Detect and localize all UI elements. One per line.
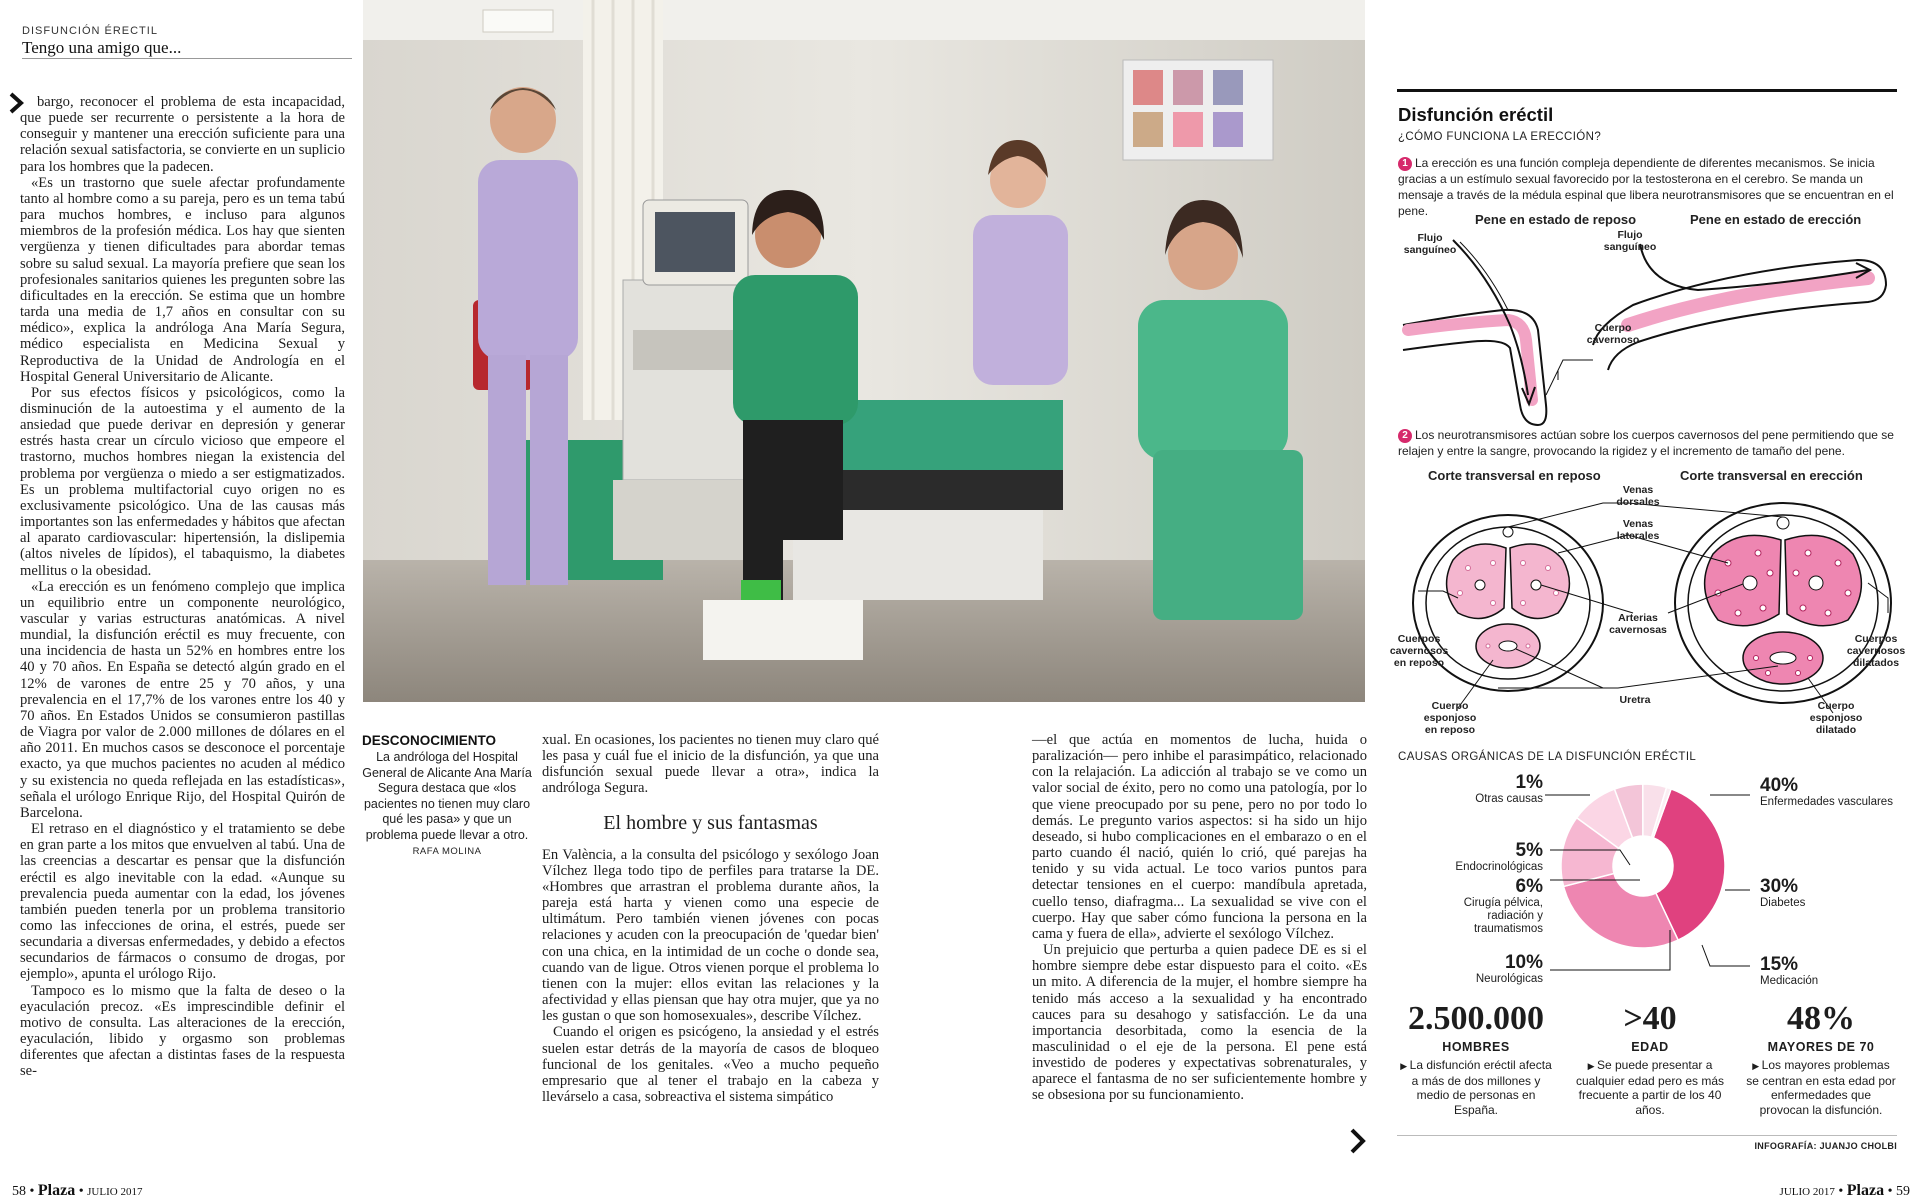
paragraph: Un prejuicio que perturba a quien padece DE es si el hombre siempre debe estar dispuesto para el coito. «Es un mito. A diferencia de la mujer, el hombre siempre ha tenido más acceso a la sexualidad y ha encontrado cauces para su desahogo y satisfacción. Le da una importancia desorbitada, como la esencia de la masculinidad o el eje de la persona. El pene está investido de poderes y expectativas sobrenaturales, y aparece el fantasma de no ser suficientemente hombre y se obsesiona por su funcionamiento. bbox=[1032, 942, 1367, 1104]
stat-desc: ▶ Se puede presentar a cualquier edad pero es más frecuente a partir de los 40 años. bbox=[1575, 1058, 1725, 1117]
label-otras: 1% Otras causas bbox=[1475, 772, 1543, 805]
esponjoso-reposo-label: Cuerpo esponjoso en reposo bbox=[1423, 700, 1477, 736]
stat-hombres bbox=[1396, 1000, 1556, 1117]
label-medicacion: 15% Medicación bbox=[1760, 954, 1819, 987]
article-column-2 bbox=[542, 732, 879, 1105]
date-right: JULIO 2017 bbox=[1779, 1186, 1835, 1198]
paragraph: xual. En ocasiones, los pacientes no tienen muy claro qué les pasa y cuál fue el inicio de la disfunción, ya que una disfunción sexual puede llevar a otra», indica la andróloga Segura. bbox=[542, 732, 879, 797]
paragraph: —el que actúa en momentos de lucha, huida o paralización— pero inhibe el parasimpático, relacionado con la relajación. La adicción al trabajo se ve como un valor social de éxito, pero no como una patología, por lo que viene preocupado por su pene, pero no por todo lo demás. Le pregunto varios aspectos: si ha sido un hijo deseado, si hubo complicaciones en el embarazo o en el parto cuando él nació, quién lo crió, qué parejas ha tenido y su vida actual. Le toco varios puntos para detectar tensiones en el cuerpo: mandíbula apretada, cuello tenso, diafragma... La sexualidad se vive con el cuerpo. Hay que saber cómo funciona la persona en la cama y fuera de ella», advierte el sexólogo Vílchez. bbox=[1032, 732, 1367, 942]
footer-right: JULIO 2017 • Plaza • 59 bbox=[1779, 1182, 1910, 1199]
footer-left: 58 • Plaza • JULIO 2017 bbox=[12, 1182, 143, 1199]
step-number: 2 bbox=[1398, 429, 1412, 443]
stat-caption: EDAD bbox=[1631, 1040, 1669, 1054]
caption-credit: RAFA MOLINA bbox=[412, 846, 482, 857]
causes-title: CAUSAS ORGÁNICAS DE LA DISFUNCIÓN ERÉCTIL bbox=[1398, 751, 1697, 763]
credit-rule bbox=[1397, 1135, 1897, 1136]
corte-ereccion-title: Corte transversal en erección bbox=[1680, 468, 1863, 483]
stat-caption: HOMBRES bbox=[1442, 1040, 1510, 1054]
cross-section-erection bbox=[1675, 503, 1891, 703]
paragraph: bargo, reconocer el problema de esta incapacidad, que puede ser recurrente o persistente a la hora de conseguir y mantener una erección suficiente para una relación sexual satisfactoria, se convierte en un suplicio para los hombres que la padecen. bbox=[20, 94, 345, 175]
caption-text: La andróloga del Hospital General de Alicante Ana María Segura destaca que «los pacientes no tienen muy claro qué les pasa» y que un problema puede llevar a otro. bbox=[362, 750, 532, 842]
clinic-photo bbox=[363, 0, 1365, 702]
date-left: JULIO 2017 bbox=[87, 1186, 143, 1198]
header-rule bbox=[22, 58, 352, 59]
step-text: Los neurotransmisores actúan sobre los cuerpos cavernosos del pene permitiendo que se relajen y entre la sangre, provocando la rigidez y el incremento de tamaño del pene. bbox=[1398, 428, 1894, 458]
paragraph: Cuando el origen es psicógeno, la ansiedad y el estrés suelen estar detrás de la mayoría de casos de bloqueo funcional de los genitales. «Veo a mucho pequeño empresario que al tener el trabajo en la cabeza y llevárselo a casa, sobreactiva el sistema simpático bbox=[542, 1024, 879, 1105]
photo-caption bbox=[362, 750, 532, 860]
label-neurologicas: 10% Neurológicas bbox=[1475, 952, 1543, 985]
label-endocrinologicas: 5% Endocrinológicas bbox=[1455, 840, 1543, 873]
stat-caption: MAYORES DE 70 bbox=[1767, 1040, 1875, 1054]
cuerpos-reposo-label: Cuerpos cavernosos en reposo bbox=[1389, 633, 1449, 669]
chevron-right-icon bbox=[1349, 1128, 1367, 1154]
label-diabetes: 30% Diabetes bbox=[1760, 876, 1806, 909]
diagram-rest-title: Pene en estado de reposo bbox=[1475, 212, 1637, 227]
brand-left: Plaza bbox=[37, 1182, 76, 1199]
paragraph: «La erección es un fenómeno complejo que implica un equilibrio entre un componente neurológico, vascular y varias estructuras anatómicas. A nivel mundial, la disfunción eréctil es muy frecuente, con una incidencia de hasta un 52% en hombres entre los 40 y 70 años. En España se detectó algún grado en el 12% de varones de entre 25 y 70 años, y una prevalencia en el 17,7% de los varones entre los 40 y 70 años. En Estados Unidos se consumieron pastillas de Viagra por valor de 2.000 millones de dólares en el año 2011. En muchos casos se desconoce el porcentaje exacto, ya que muchos pacientes no acuden al médico y su existencia no queda reflejada en las estadísticas», señala el urólogo Enrique Rijo, del Hospital Quirón de Barcelona. bbox=[20, 578, 345, 821]
caption-title: DESCONOCIMIENTO bbox=[362, 733, 497, 748]
penis-side-diagram bbox=[1398, 230, 1898, 430]
page-title: Tengo una amigo que... bbox=[22, 38, 182, 57]
page-number-right: 59 bbox=[1896, 1184, 1910, 1199]
step-number: 1 bbox=[1398, 157, 1412, 171]
label-cirugia: 6% Cirugía pélvica, radiación y traumatismos bbox=[1463, 876, 1543, 935]
article-photo bbox=[363, 0, 1365, 702]
stat-value: >40 bbox=[1623, 1000, 1677, 1037]
infographic-title: Disfunción eréctil bbox=[1398, 104, 1554, 125]
article-column-3 bbox=[1032, 732, 1367, 1104]
paragraph: Tampoco es lo mismo que la falta de deseo o la eyaculación precoz. «Es imprescindible definir el motivo de consulta. Las alteraciones de la erección, eyaculación, libido y orgasmo son problemas diferentes que afectan a distintas fases de la respuesta se- bbox=[20, 982, 345, 1080]
infographic-credit: INFOGRAFÍA: JUANJO CHOLBI bbox=[1754, 1141, 1897, 1151]
flujo-label-left: Flujo sanguíneo bbox=[1403, 232, 1457, 256]
paragraph: Por sus efectos físicos y psicológicos, como la disminución de la autoestima y el aumento de la ansiedad que puede derivar en depresión y generar estrés hasta crear un círculo vicioso que empeore el trastorno, muchos hombres niegan la existencia del problema por vergüenza o miedo a ser estigmatizados. Es un problema multifactorial cuyo origen no es exclusivamente psicológico. Una de las causas más importantes son las enfermedades y hábitos que afectan al aparato cardiovascular: hipertensión, la dislipemia (altos niveles de lípidos), el tabaquismo, la diabetes mellitus o la obesidad. bbox=[20, 384, 345, 579]
step-1 bbox=[1398, 155, 1898, 219]
stat-mayores bbox=[1746, 1000, 1896, 1117]
subheading: El hombre y sus fantasmas bbox=[603, 811, 818, 834]
stat-desc: ▶ La disfunción eréctil afecta a más de dos millones y medio de personas en España. bbox=[1400, 1058, 1552, 1117]
corte-reposo-title: Corte transversal en reposo bbox=[1428, 468, 1601, 483]
paragraph: El retraso en el diagnóstico y el tratamiento se debe en gran parte a los mitos que envuelven al tabú. Una de las creencias a descartar es pensar que la disfunción eréctil es algo inevitable con la edad. «Aunque su prevalencia pueda aumentar con la edad, los jóvenes también pueden tenerla por un problema transitorio como las infecciones de orina, el estrés, puede ser secundaria a diversas enfermedades, y debido a efectos secundarios de fármacos o consumo de drogas, por ejemplo», apunta el urólogo Rijo. bbox=[20, 821, 345, 983]
diagram-erection-title: Pene en estado de erección bbox=[1690, 212, 1862, 227]
venas-laterales-label: Venas laterales bbox=[1616, 518, 1660, 542]
cuerpos-dilatados-label: Cuerpos cavernosos dilatados bbox=[1846, 633, 1906, 669]
article-column-1 bbox=[20, 94, 345, 1080]
flujo-label-right: Flujo sanguíneo bbox=[1603, 229, 1657, 253]
stat-desc: ▶ Los mayores problemas se centran en esta edad por enfermedades que provocan la disfunción. bbox=[1746, 1058, 1896, 1117]
paragraph: «Es un trastorno que suele afectar profundamente tanto al hombre como a su pareja, pero es un tema tabú para muchos hombres, e incluso para algunos miembros de la profesión médica. Los hay que sienten vergüenza y tienen dificultades para abordar temas sobre su salud sexual. La mayoría prefiere que sean los profesionales sanitarios quienes les pregunten sobre las dificultades en la erección. Se estima que un hombre tarda una media de 1,7 años en consultar con su médico», explica la andróloga Ana María Segura, médico especialista en Medicina Sexual y Reproductiva de la Unidad de Andrología en el Hospital General Universitario de Alicante. bbox=[20, 174, 345, 385]
stat-value: 2.500.000 bbox=[1408, 1000, 1544, 1037]
brand-right: Plaza bbox=[1846, 1182, 1885, 1199]
label-vasculares: 40% Enfermedades vasculares bbox=[1760, 775, 1893, 808]
section-label: DISFUNCIÓN ÉRECTIL bbox=[22, 25, 158, 37]
arterias-cavernosas-label: Arterias cavernosas bbox=[1609, 612, 1667, 636]
chevron-right-icon bbox=[9, 92, 25, 114]
uretra-label: Uretra bbox=[1619, 694, 1651, 706]
paragraph: En València, a la consulta del psicólogo y sexólogo Joan Vílchez llega todo tipo de perfiles para tratarse la DE. «Hombres que arrastran el problema durante años, la pareja está harta y vienen como una especie de ultimátum. Pero también vienen jóvenes con pocas relaciones y acuden con la preocupación de 'quedar bien' con una chica, en la intimidad de un coche o donde sea, cuando van de ligue. Otros vienen porque el problema lo tienen con la mujer: ellos evitan las relaciones y la afectividad y ellas piensan que hay otra mujer, que ya no les gustan o que son homosexuales», describe Vílchez. bbox=[542, 846, 879, 1025]
venas-dorsales-label: Venas dorsales bbox=[1616, 484, 1660, 508]
infographic-subtitle: ¿CÓMO FUNCIONA LA ERECCIÓN? bbox=[1398, 131, 1602, 143]
stat-edad bbox=[1575, 1000, 1725, 1117]
stat-value: 48% bbox=[1787, 1000, 1855, 1037]
step-2 bbox=[1398, 427, 1898, 459]
esponjoso-dilatado-label: Cuerpo esponjoso dilatado bbox=[1809, 700, 1863, 736]
infographic-top-rule bbox=[1397, 89, 1897, 92]
step-text: La erección es una función compleja dependiente de diferentes mecanismos. Se inicia gracias a un estímulo sexual favorecido por la testosterona en el cerebro. Se manda un mensaje a través de la médula espinal que libera neurotransmisores que se encuentran en el pene. bbox=[1398, 156, 1894, 218]
cuerpo-cavernoso-label: Cuerpo cavernoso bbox=[1586, 322, 1640, 346]
page-number-left: 58 bbox=[12, 1184, 26, 1199]
